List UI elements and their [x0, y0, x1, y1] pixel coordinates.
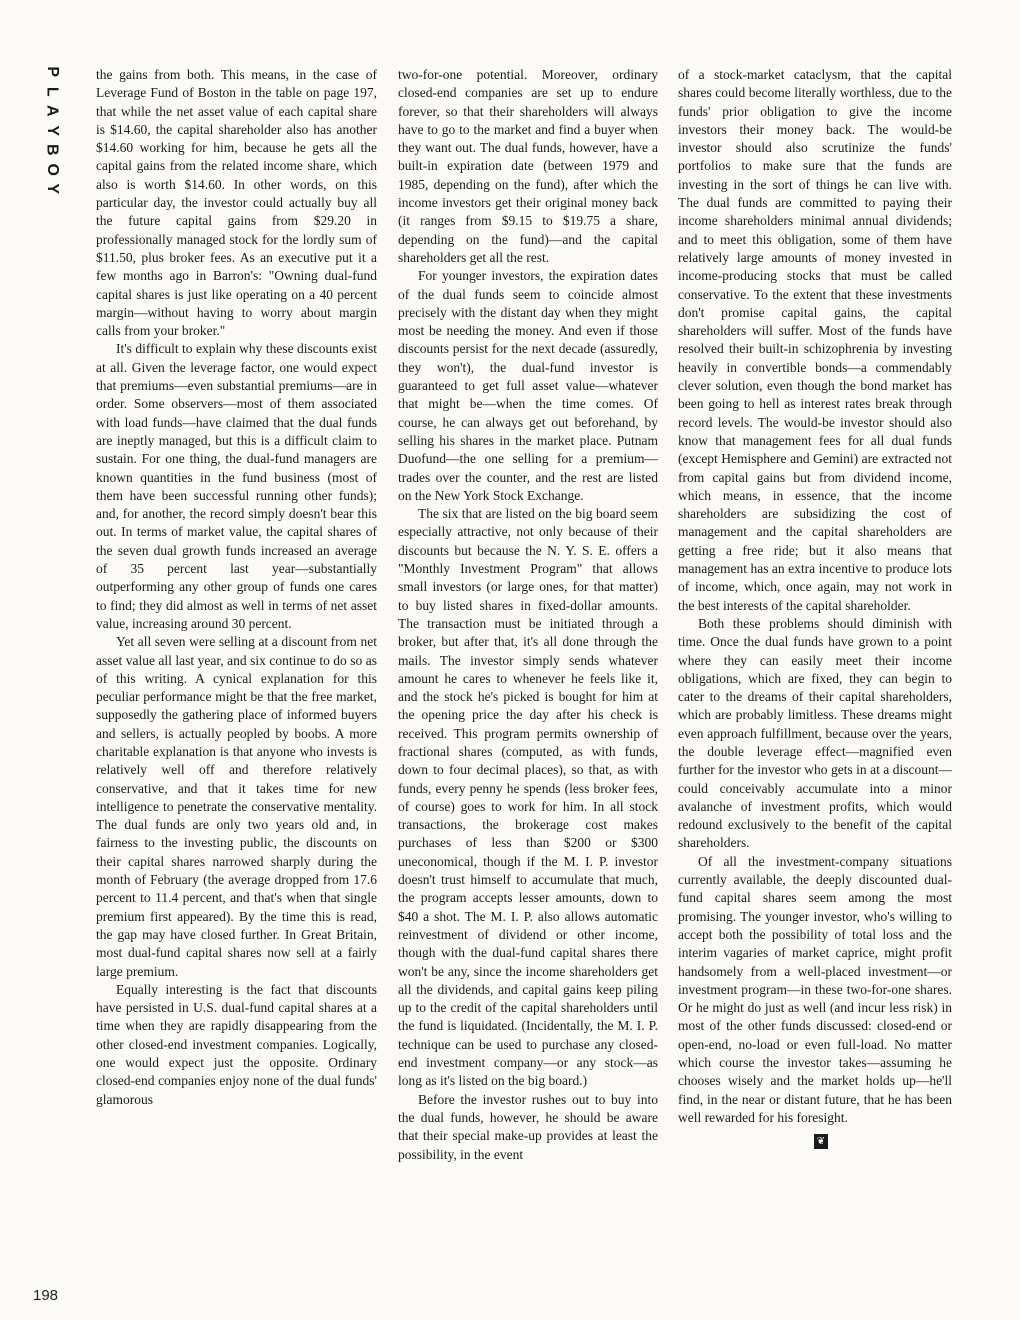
magazine-masthead [35, 62, 69, 199]
paragraph: The six that are listed on the big board seem especially attractive, not only because of their discounts but because the N. Y. S. E. offers a "Monthly Investment Program" that allows small investors (or large ones, for that matter) to buy listed shares in fixed-dollar amounts. The transaction must be initiated through a broker, but after that, it's all done through the mails. The investor simply sends whatever amount he cares to whenever he feels like it, and the stock he's picked is bought for him at the opening price the day after his check is received. This program permits ownership of fractional shares (computed, as with funds, down to four decimal places), so that, as with funds, every penny he spends (less broker fees, of course) goes to work for him. In all stock transactions, the brokerage cost makes purchases of less than $200 or $300 uneconomical, though if the M. I. P. investor doesn't trust himself to accumulate that much, the program accepts lesser amounts, down to $40 a shot. The M. I. P. also allows automatic reinvestment of dividend or other income, though with the dual-fund capital shares there won't be any, since the income shareholders get all the dividends, and capital gains keep piling up to the credit of the capital shareholders until the fund is liquidated. (Incidentally, the M. I. P. technique can be used to purchase any closed-end investment company—or any stock—as long as it's listed on the big board.) [398, 506, 658, 1089]
paragraph: Before the investor rushes out to buy into the dual funds, however, he should be aware that their special make-up provides at least the possibility, in the event [398, 1091, 658, 1162]
masthead-letter: A [43, 104, 61, 117]
paragraph: Yet all seven were selling at a discount from net asset value all last year, and six continue to do so as of this writing. A cynical explanation for this peculiar performance might be that the free market, supposedly the gathering place of informed buyers and sellers, is actually peopled by boobs. A more charitable explanation is that anyone who invests is relatively well off and therefore relatively conservative, and that it takes time for new intelligence to penetrate the conservative mentality. The dual funds are only two years old and, in fairness to the investing public, the discounts on their capital shares narrowed sharply during the month of February (the average dropped from 17.6 percent to 11.4 percent, and that's when that single premium first appeared). By the time this is read, the gap may have closed further. In Great Britain, most dual-fund capital shares now sell at a fairly large premium. [96, 634, 377, 979]
paragraph: two-for-one potential. Moreover, ordinary closed-end companies are set up to endure forever, so that their shareholders will always have to go to the market and find a buyer when they want out. The dual funds, however, have a built-in expiration date (between 1979 and 1985, depending on the fund), after which the income investors get their original money back (it ranges from $9.15 to $19.75 a share, depending on the fund)—and the capital shareholders get all the rest. [398, 67, 658, 265]
masthead-letter: Y [43, 124, 61, 136]
masthead-letter: Y [43, 183, 61, 195]
paragraph: For younger investors, the expiration dates of the dual funds seem to coincide almost precisely with the distant day when they might most be needing the money. And even if those discounts persist for the next decade (assuredly, they won't), the dual-fund investor is guaranteed to get full asset value—whatever that might be—when the time comes. Of course, he can always get out beforehand, by selling his shares in the market place. Putnam Duofund—the one selling for a premium—trades over the counter, and the rest are listed on the New York Stock Exchange. [398, 268, 658, 503]
masthead-letter: O [43, 163, 61, 176]
paragraph: the gains from both. This means, in the case of Leverage Fund of Boston in the table on page 197, that while the net asset value of each capital share is $14.60, the capital shareholder also has another $14.60 working for him, because he gets all the capital gains from the related income share, which also is worth $14.60. In other words, on this particular day, the investor could actually buy all the future capital gains from $29.20 in professionally managed stock for the lordly sum of $11.50, plus broker fees. As an executive put it a few months ago in Barron's: "Owning dual-fund capital shares is just like operating on a 40 percent margin—without having to worry about margin calls from your broker." [96, 67, 377, 339]
rabbit-end-mark-icon: ❦ [814, 1134, 828, 1149]
masthead-letter: P [43, 66, 61, 78]
text-column-1 [96, 66, 377, 1109]
text-column-2 [398, 66, 658, 1164]
paragraph: It's difficult to explain why these discounts exist at all. Given the leverage factor, one would expect that premiums—even substantial premiums—are in order. Some observers—most of them associated with load funds—have claimed that the dual funds are ineptly managed, but this is a difficult claim to sustain. For one thing, the dual-fund managers are known quantities in the fund business (most of them have been successful running other funds); and, for another, the record simply doesn't bear this out. In terms of market value, the capital shares of the seven dual growth funds increased an average of 35 percent last year—substantially outperforming any other group of funds one cares to find; they did almost as well in terms of net asset value, increasing around 30 percent. [96, 341, 377, 631]
masthead-letter: B [43, 143, 61, 156]
paragraph: Of all the investment-company situations currently available, the deeply discounted dual-fund capital shares seem among the most promising. The younger investor, who's willing to accept both the possibility of total loss and the interim vagaries of market caprice, might profit handsomely from a well-placed investment—or investment program—in these two-for-one shares. Or he might do just as well (and incur less risk) in most of the other funds discussed: closed-end or open-end, no-load or even full-load. No matter which course the investor takes—assuming he chooses wisely and the market holds up—he'll find, in the near or distant future, that he has been well rewarded for his foresight. [678, 853, 952, 1125]
end-mark-row [678, 1129, 952, 1149]
paragraph: of a stock-market cataclysm, that the capital shares could become literally worthless, due to the funds' prior obligation to give the income investors their money back. The would-be investor should also scrutinize the funds' portfolios to make sure that the funds are investing in the sort of things he can live with. The dual funds are committed to paying their income shareholders minimal annual dividends; and to meet this obligation, some of them have relatively large amounts of money invested in income-producing stocks that must be called conservative. To the extent that these investments don't promise capital gains, the capital shareholders will suffer. Most of the funds have resolved their built-in schizophrenia by investing heavily in convertible bonds—a commendably clever solution, even though the bond market has been going to hell as interest rates break through record levels. The would-be investor should also know that management fees for all dual funds (except Hemisphere and Gemini) are extracted not from capital gains but from dividend income, which means, in essence, that the income shareholders are subsidizing the cost of management and the capital shareholders are getting a free ride; but it also means that management has an extra incentive to produce lots of income, which, once again, may not work in the best interests of the capital shareholder. [678, 67, 952, 613]
paragraph: Equally interesting is the fact that discounts have persisted in U.S. dual-fund capital shares at a time when they are rapidly disappearing from the other closed-end investment companies. Logically, one would expect just the opposite. Ordinary closed-end companies enjoy none of the dual funds' glamorous [96, 981, 377, 1107]
paragraph: Both these problems should diminish with time. Once the dual funds have grown to a point where they can easily meet their income obligations, which are fixed, they can begin to cater to the dreams of their capital shareholders, which are probably limitless. These dreams might even approach fulfillment, because over the years, the double leverage effect—magnified even further for the investor who gets in at a discount—could conceivably accumulate into a minor avalanche of investment profits, which would redound exclusively to the benefit of the capital shareholders. [678, 615, 952, 851]
page-number: 198 [33, 1287, 59, 1304]
masthead-letter: L [43, 86, 61, 97]
text-column-3 [678, 66, 952, 1149]
